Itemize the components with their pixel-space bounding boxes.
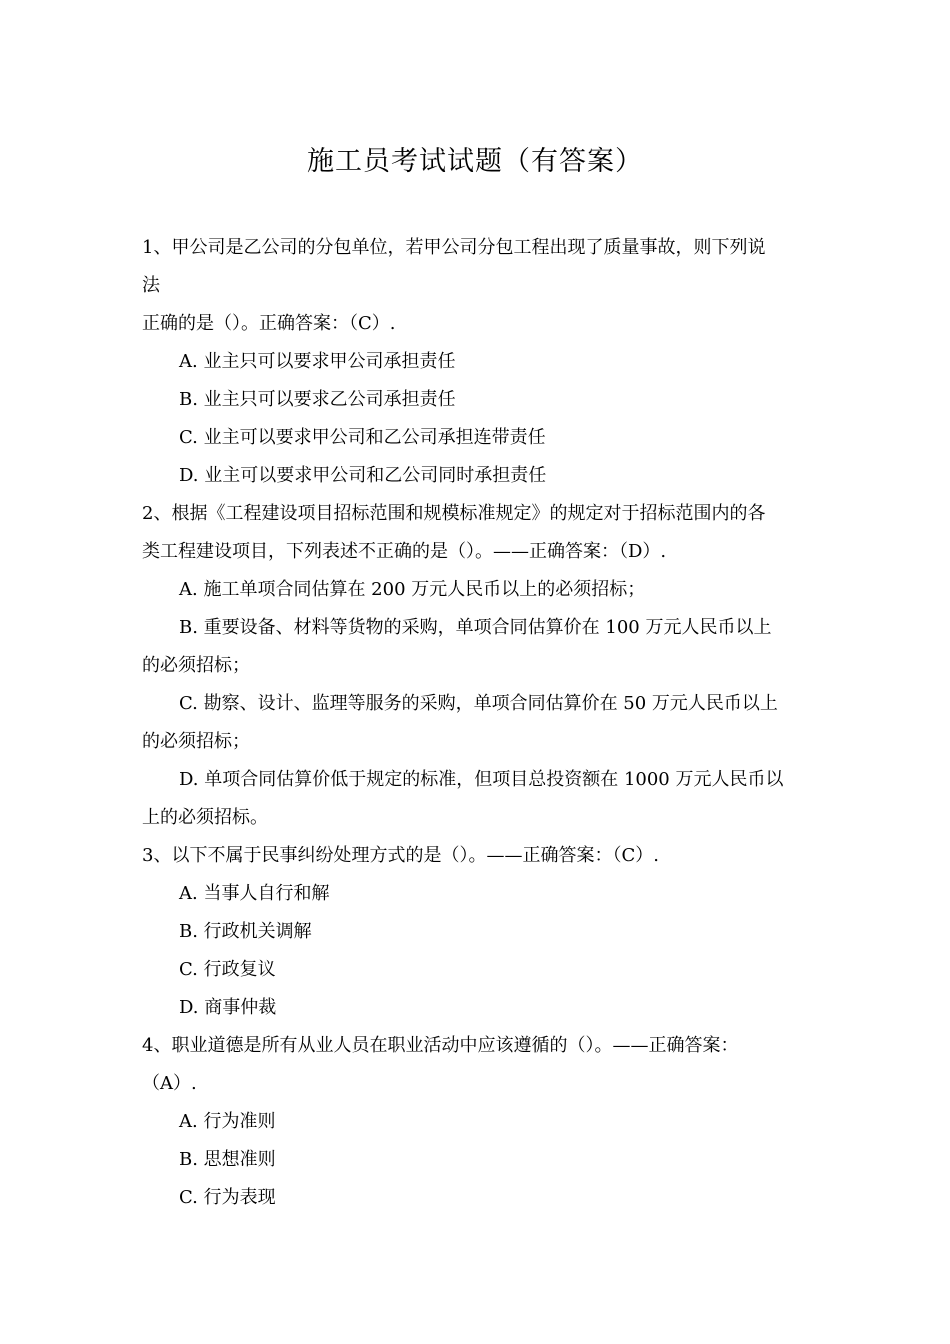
question-1-text-line: 法 <box>142 275 160 296</box>
question-2-option-a: A. 施工单项合同估算在 200 万元人民币以上的必须招标； <box>179 579 646 600</box>
question-1-option-d: D. 业主可以要求甲公司和乙公司同时承担责任 <box>179 465 547 486</box>
question-4-text-line: 4、职业道德是所有从业人员在职业活动中应该遵循的（）。——正确答案： <box>142 1035 739 1056</box>
question-3 <box>142 837 822 1027</box>
question-1-option-c: C. 业主可以要求甲公司和乙公司承担连带责任 <box>179 427 546 448</box>
question-1-option-b: B. 业主只可以要求乙公司承担责任 <box>179 389 456 410</box>
question-3-text-line: 3、以下不属于民事纠纷处理方式的是（）。——正确答案：（C）. <box>142 845 659 866</box>
question-1-option-a: A. 业主只可以要求甲公司承担责任 <box>179 351 456 372</box>
question-3-option-b: B. 行政机关调解 <box>179 921 312 942</box>
question-2-text-line: 2、根据《工程建设项目招标范围和规模标准规定》的规定对于招标范围内的各 <box>142 503 766 524</box>
question-2-option-b-continued: 的必须招标； <box>142 655 250 676</box>
question-3-option-d: D. 商事仲裁 <box>179 997 277 1018</box>
question-1-text-line: 正确的是（）。正确答案：（C）. <box>142 313 396 334</box>
question-2-option-d-continued: 上的必须招标。 <box>142 807 268 828</box>
document-title: 施工员考试试题（有答案） <box>307 146 643 177</box>
question-2-text-line: 类工程建设项目，下列表述不正确的是（）。——正确答案：（D）. <box>142 541 667 562</box>
question-2-option-b: B. 重要设备、材料等货物的采购，单项合同估算价在 100 万元人民币以上 <box>179 617 772 638</box>
question-2-option-c: C. 勘察、设计、监理等服务的采购，单项合同估算价在 50 万元人民币以上 <box>179 693 778 714</box>
question-2 <box>142 495 822 837</box>
question-4-option-b: B. 思想准则 <box>179 1149 276 1170</box>
question-1-text-line: 1、甲公司是乙公司的分包单位，若甲公司分包工程出现了质量事故，则下列说 <box>142 237 766 258</box>
question-4-text-line: （A）. <box>142 1073 197 1094</box>
question-2-option-d: D. 单项合同估算价低于规定的标准，但项目总投资额在 1000 万元人民币以 <box>179 769 784 790</box>
question-4-option-a: A. 行为准则 <box>179 1111 276 1132</box>
question-4 <box>142 1027 822 1217</box>
question-1 <box>142 229 822 495</box>
question-2-option-c-continued: 的必须招标； <box>142 731 250 752</box>
question-3-option-a: A. 当事人自行和解 <box>179 883 330 904</box>
question-list <box>142 229 822 1217</box>
question-4-option-c: C. 行为表现 <box>179 1187 276 1208</box>
question-3-option-c: C. 行政复议 <box>179 959 276 980</box>
